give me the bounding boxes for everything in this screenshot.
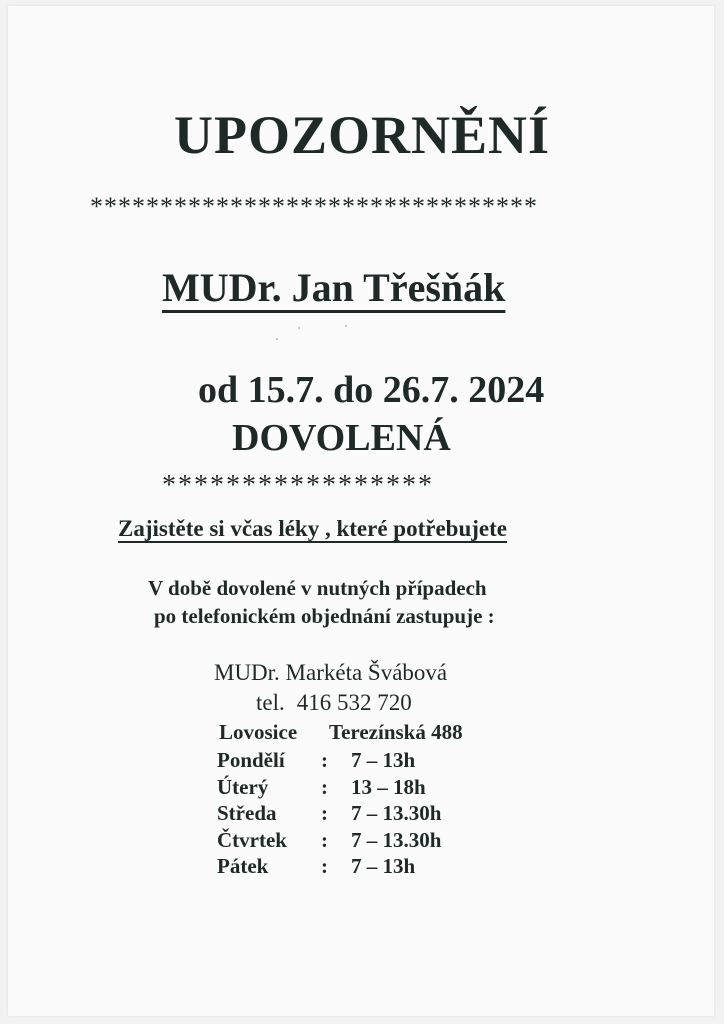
phone-number: 416 532 720 <box>296 690 412 715</box>
doctor-name: MUDr. Jan Třešňák <box>162 265 506 310</box>
hours-row: Pátek : 7 – 13h <box>217 854 416 878</box>
hours-day: Středa <box>217 801 277 825</box>
hours-day: Čtvrtek <box>217 827 287 852</box>
medication-warning: Zajistěte si včas léky , které potřebujete <box>118 516 507 541</box>
vacation-heading: DOVOLENÁ <box>232 417 451 459</box>
hours-row: Pondělí : 7 – 13h <box>217 748 416 772</box>
stars-divider-mid: ***************** <box>162 470 434 501</box>
hours-day: Pátek <box>217 854 269 878</box>
hours-time: 7 – 13.30h <box>351 801 442 825</box>
notice-title: UPOZORNĚNÍ <box>173 105 551 165</box>
vacation-dates: od 15.7. do 26.7. 2024 <box>198 369 545 411</box>
substitution-text-line2: po telefonickém objednání zastupuje : <box>154 604 495 628</box>
substitute-phone <box>256 690 412 716</box>
hours-time: 7 – 13.30h <box>351 827 442 852</box>
phone-label: tel. <box>256 690 285 715</box>
stars-divider-top: ******************************** <box>90 192 538 221</box>
hours-day: Pondělí <box>217 748 285 772</box>
hours-time: 7 – 13h <box>351 854 416 878</box>
office-hours <box>217 748 441 881</box>
scan-speck <box>345 325 347 327</box>
substitution-text-line1: V době dovolené v nutných případech <box>148 576 487 600</box>
scan-speck <box>276 338 278 340</box>
scan-speck <box>298 327 300 329</box>
hours-row: Úterý : 13 – 18h <box>217 774 426 799</box>
hours-row: Středa : 7 – 13.30h <box>217 801 442 825</box>
hours-time: 7 – 13h <box>351 748 416 772</box>
hours-time: 13 – 18h <box>351 774 426 799</box>
address-city: Lovosice <box>219 720 298 744</box>
substitute-address <box>219 720 463 745</box>
substitute-doctor-name: MUDr. Markéta Švábová <box>214 660 448 685</box>
hours-row: Čtvrtek : 7 – 13.30h <box>217 827 442 852</box>
hours-day: Úterý <box>217 774 269 799</box>
address-street: Terezínská 488 <box>329 720 463 744</box>
